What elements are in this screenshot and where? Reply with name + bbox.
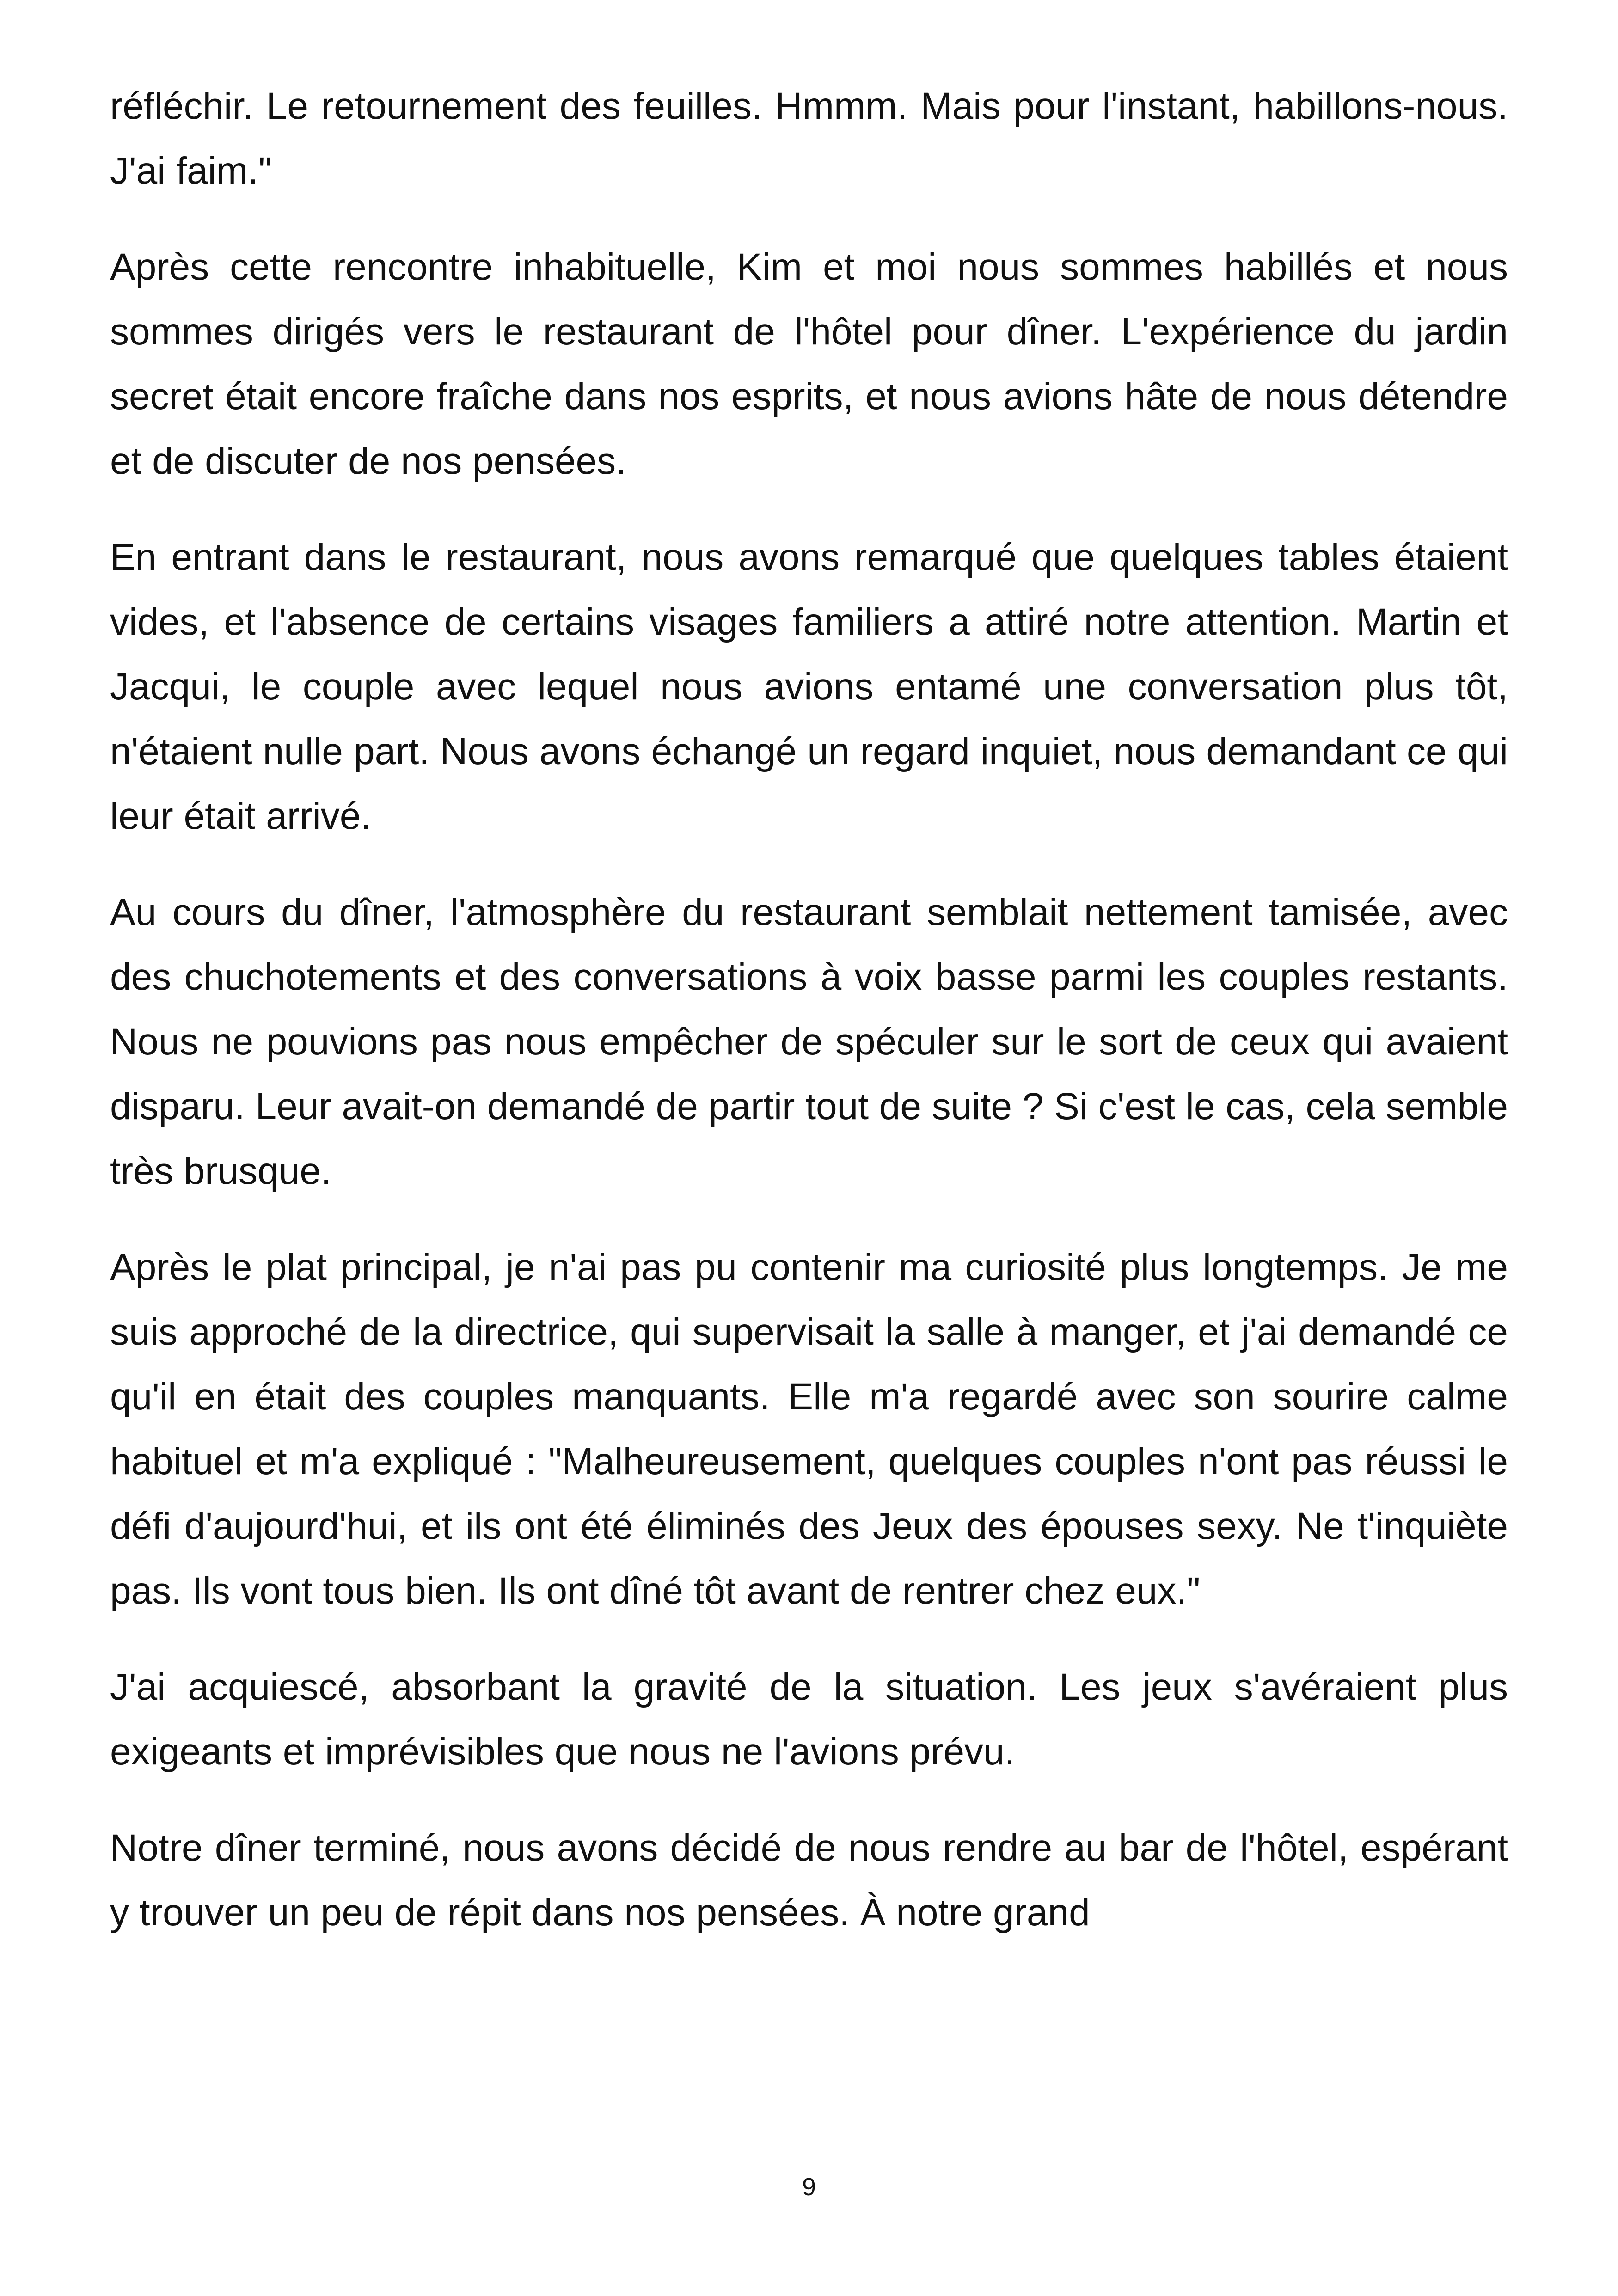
paragraph: Notre dîner terminé, nous avons décidé de nous rendre au bar de l'hôtel, espérant y trouver un peu de répit dans nos pensées. À notre grand [110, 1827, 1508, 1934]
page-number: 9 [802, 2173, 816, 2201]
paragraph: Après cette rencontre inhabituelle, Kim et moi nous sommes habillés et nous sommes dirigés vers le restaurant de l'hôtel pour dîner. L'expérience du jardin secret était encore fraîche dans nos esprits, et nous avions hâte de nous détendre et de discuter de nos pensées. [110, 246, 1508, 482]
paragraph: réfléchir. Le retournement des feuilles. Hmmm. Mais pour l'instant, habillons-nous. J'ai faim." [110, 85, 1508, 192]
paragraph: Au cours du dîner, l'atmosphère du restaurant semblait nettement tamisée, avec des chuchotements et des conversations à voix basse parmi les couples restants. Nous ne pouvions pas nous empêcher de spéculer sur le sort de ceux qui avaient disparu. Leur avait-on demandé de partir tout de suite ? Si c'est le cas, cela semble très brusque. [110, 891, 1508, 1192]
page-body [110, 74, 1508, 1977]
paragraph: J'ai acquiescé, absorbant la gravité de la situation. Les jeux s'avéraient plus exigeants et imprévisibles que nous ne l'avions prévu. [110, 1666, 1508, 1773]
paragraph: En entrant dans le restaurant, nous avons remarqué que quelques tables étaient vides, et l'absence de certains visages familiers a attiré notre attention. Martin et Jacqui, le couple avec lequel nous avions entamé une conversation plus tôt, n'étaient nulle part. Nous avons échangé un regard inquiet, nous demandant ce qui leur était arrivé. [110, 536, 1508, 837]
paragraph: Après le plat principal, je n'ai pas pu contenir ma curiosité plus longtemps. Je me suis approché de la directrice, qui supervisait la salle à manger, et j'ai demandé ce qu'il en était des couples manquants. Elle m'a regardé avec son sourire calme habituel et m'a expliqué : "Malheureusement, quelques couples n'ont pas réussi le défi d'aujourd'hui, et ils ont été éliminés des Jeux des épouses sexy. Ne t'inquiète pas. Ils vont tous bien. Ils ont dîné tôt avant de rentrer chez eux." [110, 1246, 1508, 1612]
